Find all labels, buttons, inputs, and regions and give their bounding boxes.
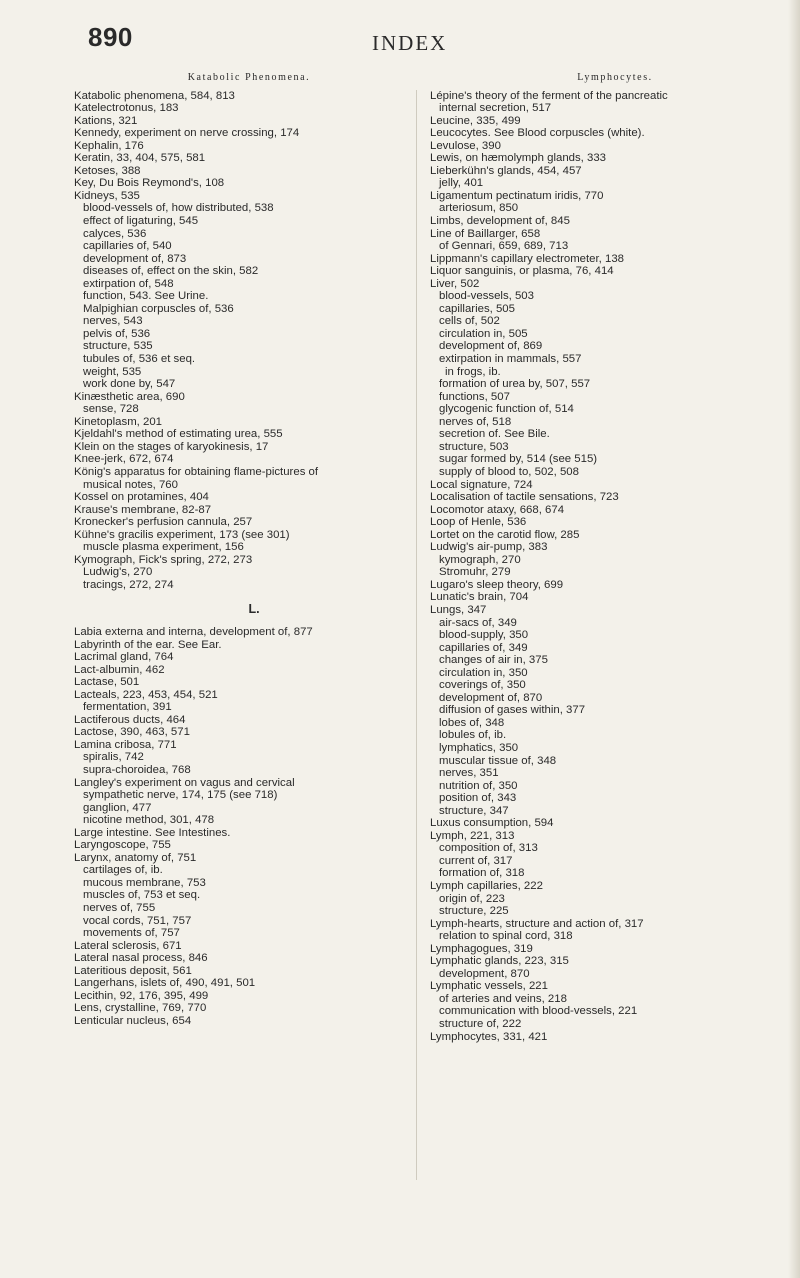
index-subentry: of arteries and veins, 218 bbox=[439, 992, 567, 1005]
index-subentry: lymphatics, 350 bbox=[439, 741, 519, 754]
index-entry: Ludwig's air-pump, 383 bbox=[430, 541, 548, 554]
index-subentry: circulation in, 350 bbox=[439, 666, 528, 679]
index-subentry: jelly, 401 bbox=[439, 177, 484, 190]
index-subentry: origin of, 223 bbox=[439, 892, 505, 905]
letter-heading-l: L. bbox=[248, 602, 260, 617]
index-entry: Labia externa and interna, development of, 877 bbox=[74, 625, 313, 638]
index-entry: Line of Baillarger, 658 bbox=[430, 227, 541, 240]
index-entry: Kinæsthetic area, 690 bbox=[74, 390, 185, 403]
index-subentry: air-sacs of, 349 bbox=[439, 616, 517, 629]
index-subentry: movements of, 757 bbox=[83, 927, 180, 940]
index-subentry: arteriosum, 850 bbox=[439, 202, 519, 215]
index-entry: Locomotor ataxy, 668, 674 bbox=[430, 503, 565, 516]
index-subentry: lobes of, 348 bbox=[439, 716, 505, 729]
index-entry: Katelectrotonus, 183 bbox=[74, 102, 179, 115]
index-subentry: blood-vessels of, how distributed, 538 bbox=[83, 202, 274, 215]
index-subentry: capillaries of, 540 bbox=[83, 240, 172, 253]
index-entry: Leucine, 335, 499 bbox=[430, 114, 521, 127]
index-subentry: extirpation in mammals, 557 bbox=[439, 353, 582, 366]
index-entry: Labyrinth of the ear. See Ear. bbox=[74, 638, 222, 651]
index-entry: Lymphatic glands, 223, 315 bbox=[430, 955, 569, 968]
index-subentry: current of, 317 bbox=[439, 854, 513, 867]
index-entry: Kinetoplasm, 201 bbox=[74, 415, 163, 428]
index-subentry: sugar formed by, 514 (see 515) bbox=[439, 453, 598, 466]
index-subentry: communication with blood-vessels, 221 bbox=[439, 1005, 638, 1018]
index-entry: Limbs, development of, 845 bbox=[430, 215, 570, 228]
index-entry: Lateral sclerosis, 671 bbox=[74, 939, 182, 952]
index-entry: Key, Du Bois Reymond's, 108 bbox=[74, 177, 225, 190]
index-subentry: composition of, 313 bbox=[439, 842, 538, 855]
index-entry: Kossel on protamines, 404 bbox=[74, 491, 209, 504]
index-entry: Keratin, 33, 404, 575, 581 bbox=[74, 152, 206, 165]
index-subentry: vocal cords, 751, 757 bbox=[83, 914, 192, 927]
index-entry: Lact-albumin, 462 bbox=[74, 663, 165, 676]
index-subentry: blood-supply, 350 bbox=[439, 629, 529, 642]
index-entry: König's apparatus for obtaining flame-pictures of bbox=[74, 465, 319, 478]
index-subentry: nerves, 543 bbox=[83, 315, 143, 328]
index-subentry: effect of ligaturing, 545 bbox=[83, 215, 199, 228]
index-subentry: coverings of, 350 bbox=[439, 679, 526, 692]
left-column bbox=[74, 72, 434, 1027]
index-entry: Ketoses, 388 bbox=[74, 164, 141, 177]
index-subentry: Stromuhr, 279 bbox=[439, 566, 511, 579]
index-subentry: nerves, 351 bbox=[439, 767, 499, 780]
index-subentry: muscle plasma experiment, 156 bbox=[83, 541, 244, 554]
column-divider bbox=[416, 90, 417, 1180]
index-entry: Large intestine. See Intestines. bbox=[74, 826, 231, 839]
index-entry: Lens, crystalline, 769, 770 bbox=[74, 1002, 207, 1015]
index-subentry: formation of urea by, 507, 557 bbox=[439, 378, 591, 391]
index-subentry: kymograph, 270 bbox=[439, 553, 521, 566]
index-entry: Lenticular nucleus, 654 bbox=[74, 1014, 192, 1027]
index-subentry: extirpation of, 548 bbox=[83, 277, 174, 290]
index-subentry: structure, 535 bbox=[83, 340, 153, 353]
index-entry: Lacrimal gland, 764 bbox=[74, 651, 174, 664]
index-entry: Laryngoscope, 755 bbox=[74, 839, 171, 852]
index-subentry: calyces, 536 bbox=[83, 227, 147, 240]
index-subentry: capillaries, 505 bbox=[439, 302, 515, 315]
index-subentry: supra-choroidea, 768 bbox=[83, 763, 191, 776]
index-entry: Kronecker's perfusion cannula, 257 bbox=[74, 516, 253, 529]
index-subentry: spiralis, 742 bbox=[83, 751, 144, 764]
index-entry: Levulose, 390 bbox=[430, 139, 501, 152]
index-subentry: functions, 507 bbox=[439, 390, 510, 403]
index-entry: Lamina cribosa, 771 bbox=[74, 738, 177, 751]
index-entry: Lateritious deposit, 561 bbox=[74, 964, 192, 977]
index-entry: Kations, 321 bbox=[74, 114, 138, 127]
right-column bbox=[430, 72, 800, 1043]
index-entry: Lymph-hearts, structure and action of, 317 bbox=[430, 917, 644, 930]
index-entry: Lymph, 221, 313 bbox=[430, 829, 515, 842]
index-subentry: Ludwig's, 270 bbox=[83, 566, 153, 579]
index-entry: Kennedy, experiment on nerve crossing, 174 bbox=[74, 127, 300, 140]
page-number: 890 bbox=[88, 22, 133, 52]
index-entry: Lymphocytes, 331, 421 bbox=[430, 1030, 548, 1043]
index-subentry: nerves of, 518 bbox=[439, 415, 512, 428]
index-subentry: work done by, 547 bbox=[83, 378, 176, 391]
index-subentry: development, 870 bbox=[439, 967, 530, 980]
index-subentry: muscular tissue of, 348 bbox=[439, 754, 557, 767]
index-subentry: circulation in, 505 bbox=[439, 327, 528, 340]
index-subentry: relation to spinal cord, 318 bbox=[439, 930, 573, 943]
index-subentry: changes of air in, 375 bbox=[439, 654, 548, 667]
index-subentry: muscles of, 753 et seq. bbox=[83, 889, 201, 902]
index-entry: Lewis, on hæmolymph glands, 333 bbox=[430, 152, 607, 165]
index-subentry: structure, 347 bbox=[439, 804, 509, 817]
index-subentry: cartilages of, ib. bbox=[83, 864, 163, 877]
index-entry: Lymph capillaries, 222 bbox=[430, 880, 543, 892]
l-entries bbox=[74, 626, 434, 1028]
index-subentry: function, 543. See Urine. bbox=[83, 290, 209, 303]
index-entry: Klein on the stages of karyokinesis, 17 bbox=[74, 440, 269, 453]
index-subentry: supply of blood to, 502, 508 bbox=[439, 465, 579, 478]
index-entry: Liver, 502 bbox=[430, 277, 480, 290]
index-subentry: structure, 503 bbox=[439, 440, 509, 453]
index-entry: Local signature, 724 bbox=[430, 478, 533, 491]
index-subentry: tubules of, 536 et seq. bbox=[83, 353, 196, 366]
index-entry: Lateral nasal process, 846 bbox=[74, 952, 208, 965]
index-entry: Lacteals, 223, 453, 454, 521 bbox=[74, 688, 218, 701]
index-entry: Lecithin, 92, 176, 395, 499 bbox=[74, 989, 209, 1002]
index-subentry: structure of, 222 bbox=[439, 1018, 522, 1031]
index-entry: Langerhans, islets of, 490, 491, 501 bbox=[74, 977, 256, 990]
index-subentry: cells of, 502 bbox=[439, 315, 500, 328]
index-entry: Leucocytes. See Blood corpuscles (white). bbox=[430, 127, 645, 140]
index-subentry: development of, 869 bbox=[439, 340, 543, 353]
index-entry: Lactose, 390, 463, 571 bbox=[74, 726, 190, 739]
index-entry: Ligamentum pectinatum iridis, 770 bbox=[430, 189, 604, 202]
index-entry: Kephalin, 176 bbox=[74, 139, 144, 152]
index-entry: Lunatic's brain, 704 bbox=[430, 591, 529, 604]
index-subentry: capillaries of, 349 bbox=[439, 641, 528, 654]
index-entry: Lieberkühn's glands, 454, 457 bbox=[430, 164, 582, 177]
index-entry: Lippmann's capillary electrometer, 138 bbox=[430, 252, 625, 265]
index-entry: Lactase, 501 bbox=[74, 676, 140, 689]
index-subentry: pelvis of, 536 bbox=[83, 327, 151, 340]
index-entry: Knee-jerk, 672, 674 bbox=[74, 453, 174, 466]
index-subentry: lobules of, ib. bbox=[439, 729, 507, 742]
index-entry: Lymphagogues, 319 bbox=[430, 942, 533, 955]
index-subentry: development of, 873 bbox=[83, 252, 187, 265]
right-column-heading: Lymphocytes. bbox=[577, 72, 653, 83]
index-subentry: glycogenic function of, 514 bbox=[439, 403, 574, 416]
index-entry: Kidneys, 535 bbox=[74, 189, 140, 202]
index-entry: Lortet on the carotid flow, 285 bbox=[430, 528, 580, 541]
index-entry: Lungs, 347 bbox=[430, 603, 487, 616]
index-entry: Luxus consumption, 594 bbox=[430, 817, 554, 830]
index-subentry: position of, 343 bbox=[439, 792, 517, 805]
index-entry: Lymphatic vessels, 221 bbox=[430, 980, 548, 993]
index-entry: Kymograph, Fick's spring, 272, 273 bbox=[74, 553, 253, 566]
index-subentry: nerves of, 755 bbox=[83, 902, 156, 914]
index-entry: Lugaro's sleep theory, 699 bbox=[430, 578, 564, 591]
k-entries bbox=[74, 90, 434, 592]
index-subentry: fermentation, 391 bbox=[83, 701, 172, 714]
index-entry: Katabolic phenomena, 584, 813 bbox=[74, 89, 235, 102]
index-subentry: nicotine method, 301, 478 bbox=[83, 814, 215, 827]
index-subentry: ganglion, 477 bbox=[83, 801, 152, 814]
index-subentry: formation of, 318 bbox=[439, 867, 525, 880]
index-subentry: of Gennari, 659, 689, 713 bbox=[439, 240, 569, 253]
index-subentry: secretion of. See Bile. bbox=[439, 428, 550, 441]
index-entry: Krause's membrane, 82-87 bbox=[74, 503, 212, 516]
index-subentry: tracings, 272, 274 bbox=[83, 578, 174, 591]
index-entry: Kjeldahl's method of estimating urea, 555 bbox=[74, 428, 283, 441]
index-subentry: sympathetic nerve, 174, 175 (see 718) bbox=[83, 789, 278, 802]
index-entry: Loop of Henle, 536 bbox=[430, 516, 527, 529]
index-subentry: diffusion of gases within, 377 bbox=[439, 704, 586, 717]
index-subentry: Malpighian corpuscles of, 536 bbox=[83, 302, 234, 315]
page-title: INDEX bbox=[372, 31, 448, 55]
index-subentry: musical notes, 760 bbox=[83, 478, 178, 491]
index-entry: Liquor sanguinis, or plasma, 76, 414 bbox=[430, 265, 614, 278]
index-subentry: in frogs, ib. bbox=[445, 365, 501, 378]
index-subentry: sense, 728 bbox=[83, 403, 139, 416]
index-subentry: blood-vessels, 503 bbox=[439, 290, 534, 303]
index-subentry: diseases of, effect on the skin, 582 bbox=[83, 265, 259, 278]
index-entry: Lactiferous ducts, 464 bbox=[74, 713, 186, 726]
index-subentry: internal secretion, 517 bbox=[439, 102, 552, 115]
left-column-heading: Katabolic Phenomena. bbox=[187, 72, 311, 83]
index-subentry: mucous membrane, 753 bbox=[83, 876, 206, 889]
index-entry: Langley's experiment on vagus and cervical bbox=[74, 776, 295, 789]
index-entry: Kühne's gracilis experiment, 173 (see 301) bbox=[74, 528, 290, 541]
index-entry: Larynx, anatomy of, 751 bbox=[74, 851, 197, 864]
index-subentry: nutrition of, 350 bbox=[439, 779, 518, 792]
index-subentry: weight, 535 bbox=[83, 365, 142, 378]
index-entry: Localisation of tactile sensations, 723 bbox=[430, 491, 619, 504]
right-entries bbox=[430, 90, 800, 1044]
index-subentry: development of, 870 bbox=[439, 691, 543, 704]
index-subentry: structure, 225 bbox=[439, 905, 509, 918]
page-edge-shadow bbox=[788, 0, 800, 1278]
index-entry: Lépine's theory of the ferment of the pancreatic bbox=[430, 89, 668, 102]
